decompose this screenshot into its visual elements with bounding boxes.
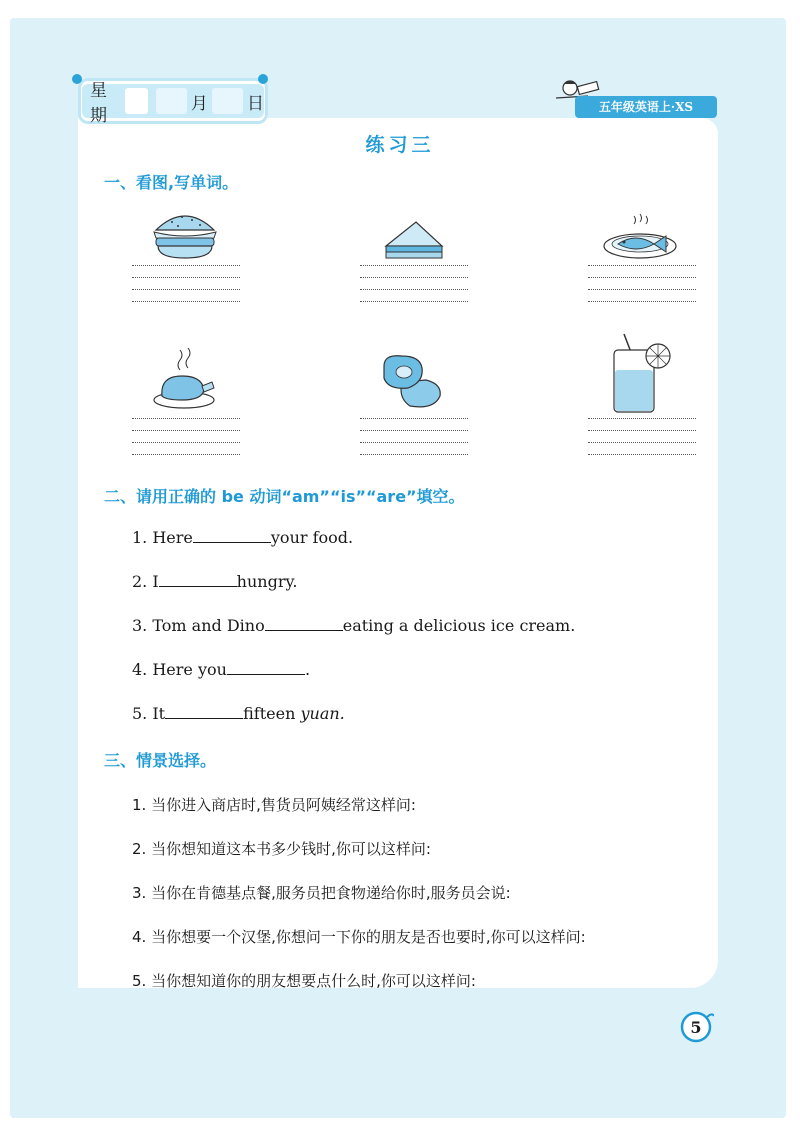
answer-lines[interactable] (132, 265, 240, 313)
day-slot[interactable] (212, 88, 243, 114)
juice-icon (604, 330, 674, 414)
fill-question-3: 3. Tom and Dino eating a delicious ice cream. (132, 616, 576, 635)
pin-icon (72, 74, 82, 84)
month-slot[interactable] (156, 88, 187, 114)
page-number-badge (680, 1010, 714, 1044)
situation-question-3: 3. 当你在肯德基点餐,服务员把食物递给你时,服务员会说: (132, 884, 511, 902)
hamburger-icon (152, 208, 218, 260)
section3-heading: 三、情景选择。 (104, 751, 217, 770)
section1-heading: 一、看图,写单词。 (104, 173, 239, 192)
answer-blank[interactable] (159, 572, 237, 587)
situation-question-2: 2. 当你想知道这本书多少钱时,你可以这样问: (132, 840, 431, 858)
fill-question-1: 1. Here your food. (132, 528, 354, 547)
page-number: 5 (690, 1018, 702, 1037)
section2-heading: 二、请用正确的 be 动词“am”“is”“are”填空。 (104, 487, 465, 506)
answer-blank[interactable] (165, 704, 243, 719)
answer-blank[interactable] (265, 616, 343, 631)
page-title: 练习三 (365, 134, 435, 156)
chicken-icon (152, 346, 216, 410)
bread-icon (380, 352, 446, 412)
answer-blank[interactable] (227, 660, 305, 675)
week-slot[interactable] (125, 88, 147, 114)
sandwich-icon (382, 218, 446, 262)
fish-icon (602, 212, 678, 262)
pin-icon (258, 74, 268, 84)
day-label: 日 (247, 93, 264, 114)
situation-question-5: 5. 当你想知道你的朋友想要点什么时,你可以这样问: (132, 972, 476, 990)
answer-blank[interactable] (193, 528, 271, 543)
book-badge: 五年级英语上·XS (575, 96, 717, 118)
date-fields (82, 81, 264, 126)
answer-lines[interactable] (360, 418, 468, 466)
situation-question-4: 4. 当你想要一个汉堡,你想问一下你的朋友是否也要时,你可以这样问: (132, 928, 586, 946)
answer-lines[interactable] (588, 418, 696, 466)
week-label: 星期 (90, 81, 107, 126)
month-label: 月 (190, 93, 208, 114)
fill-question-5: 5. It fifteen yuan. (132, 704, 345, 723)
answer-lines[interactable] (588, 265, 696, 313)
situation-question-1: 1. 当你进入商店时,售货员阿姨经常这样问: (132, 796, 416, 814)
answer-lines[interactable] (132, 418, 240, 466)
date-box (78, 78, 268, 124)
answer-lines[interactable] (360, 265, 468, 313)
fill-question-4: 4. Here you . (132, 660, 311, 679)
fill-question-2: 2. I hungry. (132, 572, 298, 591)
